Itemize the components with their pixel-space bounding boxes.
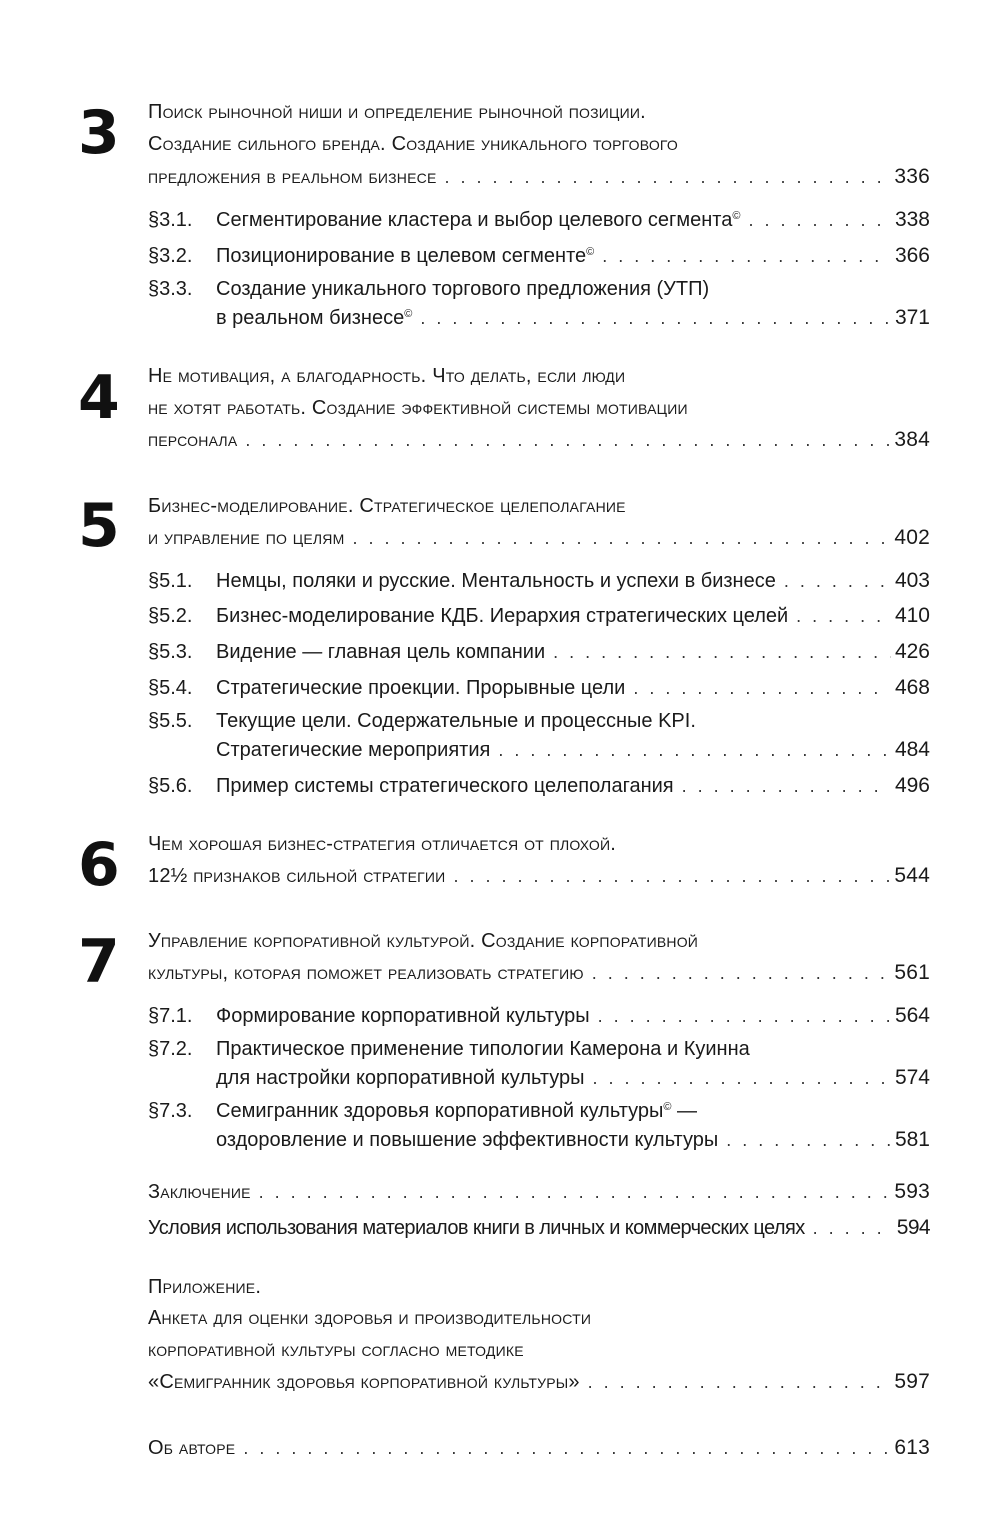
leader-dots — [243, 1432, 890, 1464]
section-7-3-title-line-1-text: Семигранник здоровья корпоративной культуры — [216, 1100, 664, 1122]
section-7-3-number: §7.3. — [148, 1100, 193, 1122]
section-5-6-page: 496 — [894, 774, 930, 797]
section-5-4-number: §5.4. — [148, 677, 193, 699]
section-7-3-dash: — — [671, 1100, 698, 1122]
section-7-2-title-line-2: для настройки корпоративной культуры — [216, 1067, 585, 1089]
leader-dots — [633, 672, 891, 704]
section-7-2-entry[interactable] — [216, 1062, 930, 1094]
section-5-2-title: Бизнес-моделирование КДБ. Иерархия стратегических целей — [216, 605, 789, 627]
section-7-2-page: 574 — [894, 1066, 930, 1089]
section-3-3-number: §3.3. — [148, 278, 193, 300]
leader-dots — [726, 1124, 891, 1156]
terms-title: Условия использования материалов книги в личных и коммерческих целях — [148, 1217, 805, 1239]
section-5-3-title: Видение — главная цель компании — [216, 641, 546, 663]
section-5-1-page: 403 — [894, 569, 930, 592]
about-author-entry[interactable] — [148, 1432, 930, 1464]
copyright-mark: © — [404, 308, 413, 320]
section-5-4-entry[interactable] — [216, 672, 930, 704]
leader-dots — [593, 1062, 891, 1094]
appendix-title-line-3: корпоративной культуры согласно методике — [148, 1339, 524, 1361]
chapter-5-entry[interactable] — [148, 522, 930, 554]
section-3-2-number: §3.2. — [148, 245, 193, 267]
section-7-3-entry[interactable] — [216, 1124, 930, 1156]
section-5-2-entry[interactable] — [216, 600, 930, 632]
leader-dots — [598, 1000, 891, 1032]
appendix-title-line-2: Анкета для оценки здоровья и производительности — [148, 1307, 592, 1329]
section-7-1-entry[interactable] — [216, 1000, 930, 1032]
section-3-2-page: 366 — [894, 244, 930, 267]
section-5-5-title-line-2: Стратегические мероприятия — [216, 739, 491, 761]
section-3-1-title: Сегментирование кластера и выбор целевого сегмента — [216, 209, 733, 231]
section-5-2-number: §5.2. — [148, 605, 193, 627]
leader-dots — [453, 860, 890, 892]
chapter-5-number: 5 — [78, 491, 120, 561]
section-3-1-entry[interactable] — [216, 204, 930, 236]
about-author-page: 613 — [894, 1436, 930, 1459]
chapter-5-page: 402 — [894, 526, 930, 549]
section-3-3-entry[interactable] — [216, 302, 930, 334]
section-5-5-entry[interactable] — [216, 734, 930, 766]
leader-dots — [602, 240, 891, 272]
section-5-5-number: §5.5. — [148, 710, 193, 732]
section-5-1-entry[interactable] — [216, 565, 930, 597]
leader-dots — [245, 424, 890, 456]
conclusion-page: 593 — [894, 1180, 930, 1203]
chapter-7-page: 561 — [894, 961, 930, 984]
chapter-3-page: 336 — [894, 165, 930, 188]
appendix-title-line-1: Приложение. — [148, 1276, 262, 1298]
leader-dots — [498, 734, 891, 766]
conclusion-title: Заключение — [148, 1181, 251, 1203]
copyright-mark: © — [663, 1101, 672, 1113]
conclusion-entry[interactable] — [148, 1176, 930, 1208]
section-3-3-title-line-2: в реальном бизнесе — [216, 307, 405, 329]
chapter-5-title-line-2: и управление по целям — [148, 527, 345, 549]
leader-dots — [259, 1176, 891, 1208]
section-7-2-number: §7.2. — [148, 1038, 193, 1060]
chapter-6-title-line-1: Чем хорошая бизнес-стратегия отличается от плохой. — [148, 833, 616, 855]
chapter-6-entry[interactable] — [148, 860, 930, 892]
chapter-3-title-line-2: Создание сильного бренда. Создание уникального торгового — [148, 133, 679, 155]
chapter-7-title-line-1: Управление корпоративной культурой. Создание корпоративной — [148, 930, 699, 952]
chapter-7-title-line-2: культуры, которая поможет реализовать стратегию — [148, 962, 584, 984]
section-5-1-number: §5.1. — [148, 570, 193, 592]
section-5-5-page: 484 — [894, 738, 930, 761]
chapter-4-page: 384 — [894, 428, 930, 451]
section-3-2-title: Позиционирование в целевом сегменте — [216, 245, 587, 267]
chapter-3-title-line-1: Поиск рыночной ниши и определение рыночной позиции. — [148, 101, 646, 123]
appendix-page: 597 — [894, 1370, 930, 1393]
section-3-1-number: §3.1. — [148, 209, 193, 231]
section-5-3-number: §5.3. — [148, 641, 193, 663]
leader-dots — [588, 1366, 891, 1398]
section-5-4-page: 468 — [894, 676, 930, 699]
section-5-2-page: 410 — [894, 604, 930, 627]
section-7-3-title-line-2: оздоровление и повышение эффективности культуры — [216, 1129, 719, 1151]
leader-dots — [445, 161, 891, 193]
chapter-3-number: 3 — [78, 98, 120, 168]
chapter-6-number: 6 — [78, 830, 120, 900]
leader-dots — [784, 565, 891, 597]
chapter-4-title-line-3: персонала — [148, 429, 238, 451]
terms-entry[interactable] — [148, 1212, 930, 1244]
about-author-title: Об авторе — [148, 1437, 236, 1459]
chapter-6-page: 544 — [894, 864, 930, 887]
chapter-7-entry[interactable] — [148, 957, 930, 989]
leader-dots — [748, 204, 891, 236]
section-7-2-title-line-1: Практическое применение типологии Камерона и Куинна — [216, 1038, 750, 1060]
chapter-3-entry[interactable] — [148, 161, 930, 193]
copyright-mark: © — [732, 210, 741, 222]
leader-dots — [420, 302, 891, 334]
section-5-1-title: Немцы, поляки и русские. Ментальность и успехи в бизнесе — [216, 570, 776, 592]
leader-dots — [352, 522, 890, 554]
chapter-7-number: 7 — [78, 927, 120, 997]
section-5-5-title-line-1: Текущие цели. Содержательные и процессные KPI. — [216, 710, 696, 732]
section-3-1-page: 338 — [894, 208, 930, 231]
section-7-1-title: Формирование корпоративной культуры — [216, 1005, 590, 1027]
section-3-2-entry[interactable] — [216, 240, 930, 272]
terms-page: 594 — [896, 1216, 930, 1239]
chapter-5-title-line-1: Бизнес-моделирование. Стратегическое целеполагание — [148, 495, 626, 517]
chapter-3-title-line-3: предложения в реальном бизнесе — [148, 166, 437, 188]
section-5-6-title: Пример системы стратегического целеполагания — [216, 775, 674, 797]
copyright-mark: © — [586, 246, 595, 258]
chapter-4-number: 4 — [78, 363, 120, 433]
leader-dots — [553, 636, 891, 668]
section-5-3-entry[interactable] — [216, 636, 930, 668]
section-5-6-number: §5.6. — [148, 775, 193, 797]
section-5-3-page: 426 — [894, 640, 930, 663]
section-3-3-title-line-1: Создание уникального торгового предложения (УТП) — [216, 278, 710, 300]
appendix-entry[interactable] — [148, 1366, 930, 1398]
chapter-6-title-line-2: 12½ признаков сильной стратегии — [148, 865, 446, 887]
leader-dots — [682, 770, 891, 802]
chapter-4-title-line-2: не хотят работать. Создание эффективной системы мотивации — [148, 397, 688, 419]
section-3-3-page: 371 — [894, 306, 930, 329]
appendix-title-line-4: «Семигранник здоровья корпоративной культуры» — [148, 1371, 580, 1393]
section-7-1-number: §7.1. — [148, 1005, 193, 1027]
section-7-3-page: 581 — [894, 1128, 930, 1151]
section-7-1-page: 564 — [894, 1004, 930, 1027]
leader-dots — [813, 1212, 893, 1244]
section-5-4-title: Стратегические проекции. Прорывные цели — [216, 677, 626, 699]
section-7-3-title-line-1 — [216, 1095, 930, 1127]
leader-dots — [592, 957, 891, 989]
section-5-6-entry[interactable] — [216, 770, 930, 802]
leader-dots — [796, 600, 891, 632]
chapter-4-title-line-1: Не мотивация, а благодарность. Что делать, если люди — [148, 365, 626, 387]
chapter-4-entry[interactable] — [148, 424, 930, 456]
